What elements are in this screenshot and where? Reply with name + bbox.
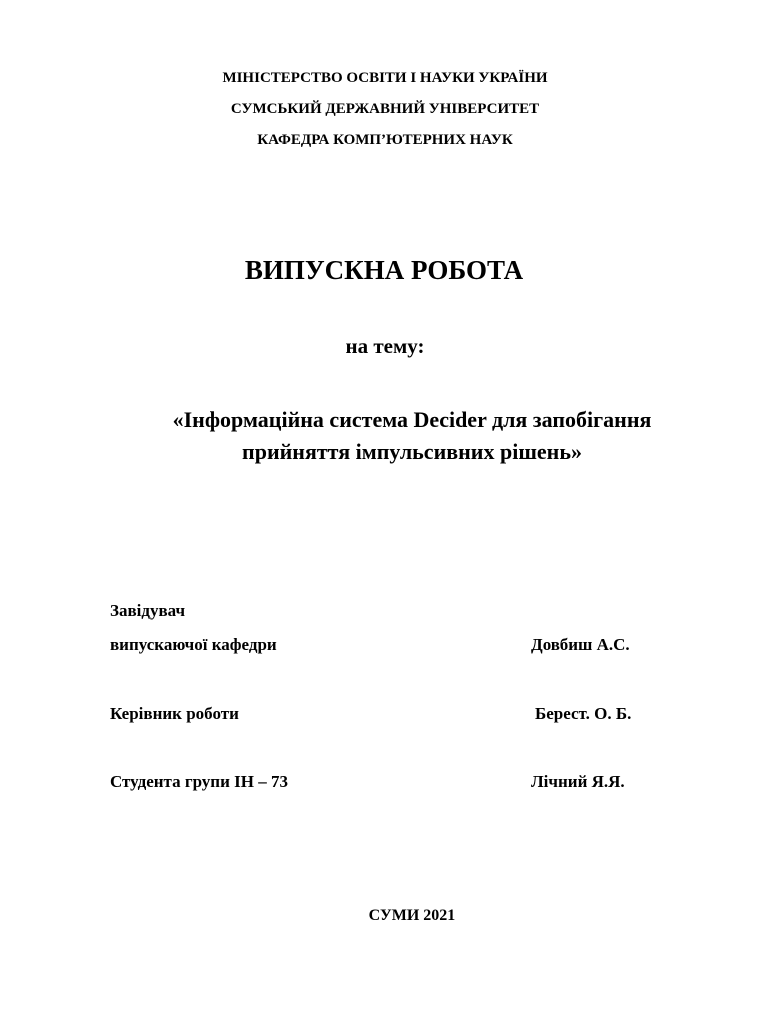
document-title: ВИПУСКНА РОБОТА xyxy=(244,255,524,285)
student-role: Студента групи ІН – 73 xyxy=(110,772,288,791)
student-name: Лічний Я.Я. xyxy=(531,772,625,791)
topic-label: на тему: xyxy=(345,334,425,358)
ministry-heading: МІНІСТЕРСТВО ОСВІТИ І НАУКИ УКРАЇНИ xyxy=(222,70,548,86)
city-year: СУМИ 2021 xyxy=(368,907,456,924)
supervisor-role: Керівник роботи xyxy=(110,704,239,723)
topic-line-2: прийняття імпульсивних рішень» xyxy=(242,439,582,464)
head-role-line-1: Завідувач xyxy=(110,601,186,620)
head-name: Довбиш А.С. xyxy=(531,635,630,654)
head-role-line-2: випускаючої кафедри xyxy=(110,635,277,654)
topic-line-1: «Інформаційна система Decider для запобігання xyxy=(172,407,652,432)
supervisor-name: Берест. О. Б. xyxy=(535,704,632,723)
university-heading: СУМСЬКИЙ ДЕРЖАВНИЙ УНІВЕРСИТЕТ xyxy=(230,101,540,117)
department-heading: КАФЕДРА КОМП’ЮТЕРНИХ НАУК xyxy=(257,132,513,148)
